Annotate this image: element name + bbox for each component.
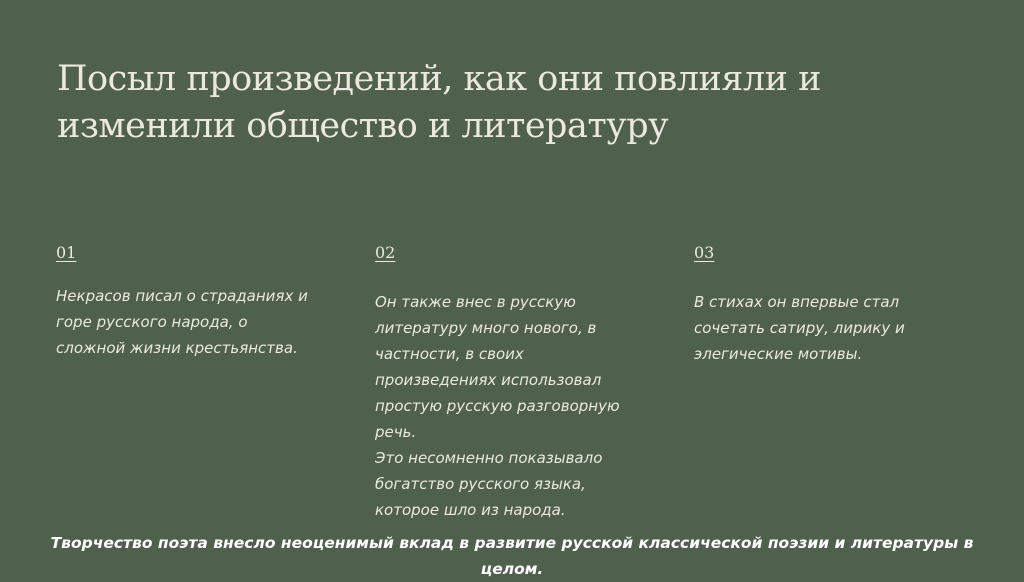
point-text-line: которое шло из народа. [375, 501, 566, 519]
slide-title-line: Посыл произведений, как они повлияли и [57, 59, 821, 99]
point-text-line: сочетать сатиру, лирику и [694, 319, 905, 337]
point-text [375, 289, 650, 523]
point-text-line: простую русскую разговорную [375, 397, 620, 415]
point-text [694, 289, 964, 367]
point-text-line: речь. [375, 423, 417, 441]
point-column-3 [694, 243, 964, 367]
point-text-line: частности, в своих [375, 345, 524, 363]
footer-line: целом. [480, 560, 544, 578]
point-text-line: элегические мотивы. [694, 345, 863, 363]
footer-line: Творчество поэта внесло неоценимый вклад в развитие русской классической поэзии и литературы в [50, 534, 974, 552]
point-text-line: произведениях использовал [375, 371, 602, 389]
slide-title-line: изменили общество и литературу [57, 106, 669, 146]
point-column-2 [375, 243, 650, 523]
point-text-line: сложной жизни крестьянства. [56, 339, 298, 357]
slide-title [57, 56, 877, 150]
point-text-line: В стихах он впервые стал [694, 293, 900, 311]
point-number: 03 [694, 243, 715, 262]
point-number: 01 [56, 243, 77, 262]
point-text-line: Он также внес в русскую [375, 293, 576, 311]
slide-footer-conclusion [24, 530, 1000, 582]
point-text-line: богатство русского языка, [375, 475, 586, 493]
point-number: 02 [375, 243, 396, 262]
point-column-1 [56, 243, 346, 361]
point-text-line: Это несомненно показывало [375, 449, 603, 467]
point-text-line: горе русского народа, о [56, 313, 248, 331]
point-text [56, 283, 346, 361]
point-text-line: Некрасов писал о страданиях и [56, 287, 308, 305]
point-text-line: литературу много нового, в [375, 319, 597, 337]
